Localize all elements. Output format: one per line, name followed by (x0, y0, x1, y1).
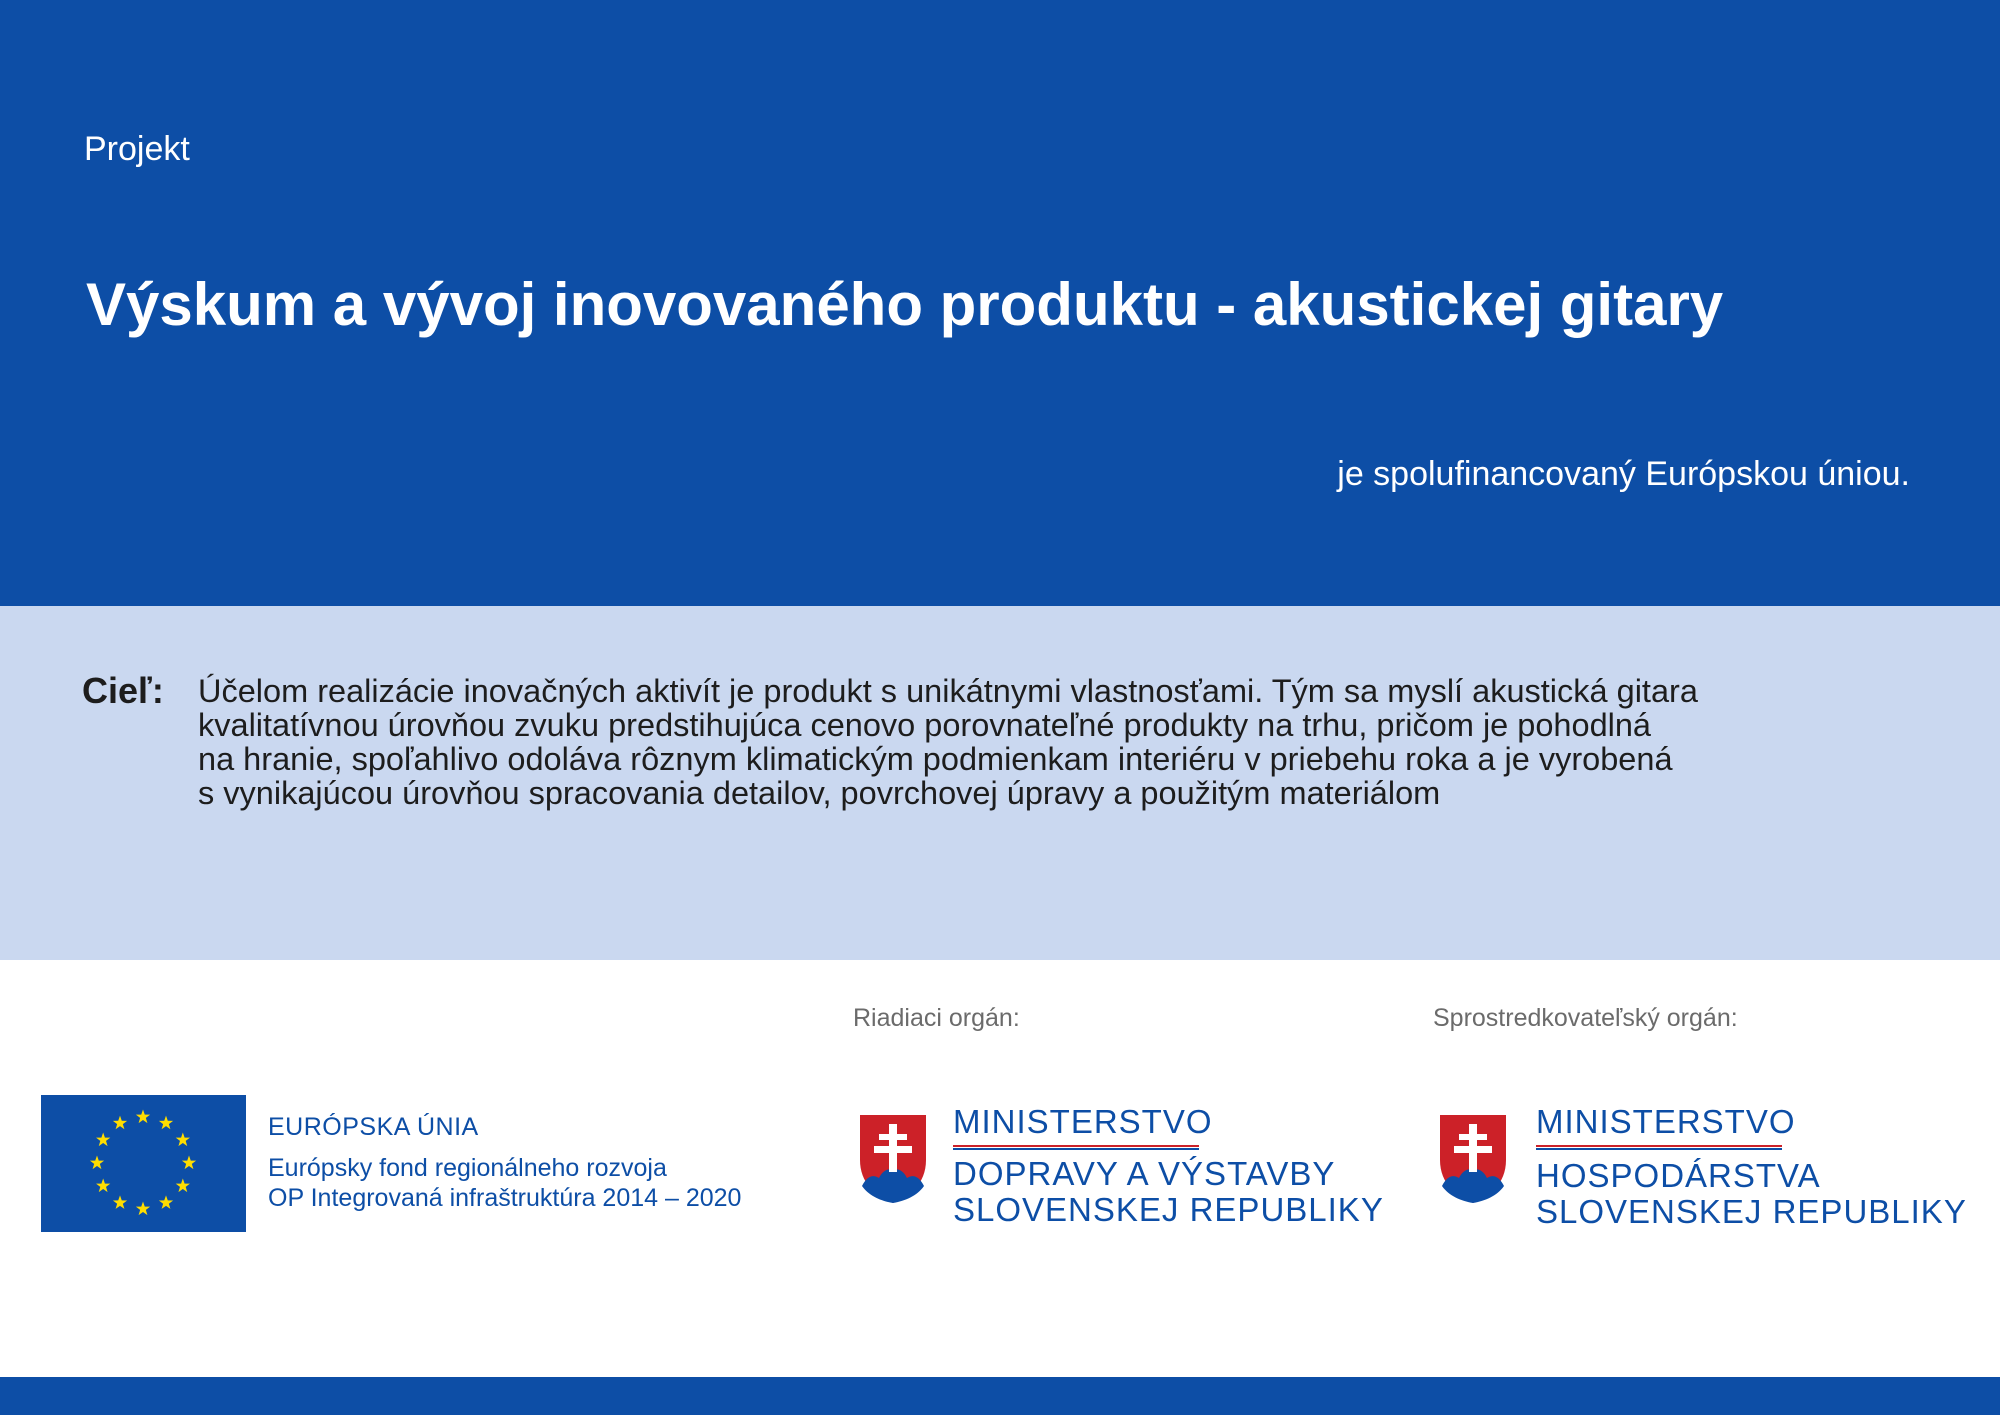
goal-line: na hranie, spoľahlivo odoláva rôznym klimatickým podmienkam interiéru v priebehu roka a je vyrobená (198, 741, 1673, 777)
ministry-name-line: HOSPODÁRSTVA (1536, 1157, 1821, 1194)
intermediate-ministry-word: MINISTERSTVO (1536, 1103, 1796, 1140)
project-label: Projekt (84, 130, 190, 168)
ministry-name-line: SLOVENSKEJ REPUBLIKY (953, 1191, 1384, 1228)
managing-ministry-word: MINISTERSTVO (953, 1103, 1213, 1140)
ministry-name-line: SLOVENSKEJ REPUBLIKY (1536, 1193, 1967, 1230)
eu-star-icon (176, 1133, 190, 1147)
goal-line: kvalitatívnou úrovňou zvuku predstihujúca cenovo porovnateľné produkty na trhu, pričom je pohodlná (198, 707, 1652, 743)
ministry-name-line: DOPRAVY A VÝSTAVBY (953, 1155, 1336, 1192)
intermediate-body-label: Sprostredkovateľský orgán: (1433, 1004, 1738, 1032)
ministry-rule (1536, 1145, 1782, 1147)
cofinanced-statement: je spolufinancovaný Európskou úniou. (1337, 455, 1910, 493)
footer-bar (0, 1377, 2000, 1415)
eu-star-icon (176, 1179, 190, 1193)
eu-star-icon (136, 1110, 150, 1124)
goal-line: s vynikajúcou úrovňou spracovania detailov, povrchovej úpravy a použitým materiálom (198, 775, 1441, 811)
ministry-rule (953, 1145, 1199, 1147)
managing-ministry-name (953, 1156, 1384, 1228)
eu-star-icon (182, 1156, 196, 1170)
slovak-coat-of-arms-icon (853, 1108, 933, 1208)
eu-flag-icon (41, 1095, 246, 1232)
eu-name: EURÓPSKA ÚNIA (268, 1113, 479, 1141)
eu-star-icon (113, 1195, 127, 1209)
project-title: Výskum a vývoj inovovaného produktu - akustickej gitary (86, 271, 1724, 338)
eu-star-icon (90, 1156, 104, 1170)
slovak-coat-of-arms-icon (1433, 1108, 1513, 1208)
eu-star-icon (96, 1179, 110, 1193)
intermediate-ministry-name (1536, 1158, 1967, 1230)
managing-authority-label: Riadiaci orgán: (853, 1004, 1020, 1032)
eu-programme-line: OP Integrovaná infraštruktúra 2014 – 2020 (268, 1184, 742, 1212)
eu-star-icon (113, 1116, 127, 1130)
goal-text (198, 674, 1918, 810)
eu-star-icon (96, 1133, 110, 1147)
eu-star-icon (159, 1195, 173, 1209)
eu-fund-line: Európsky fond regionálneho rozvoja (268, 1154, 667, 1182)
goal-line: Účelom realizácie inovačných aktivít je produkt s unikátnymi vlastnosťami. Tým sa myslí akustická gitara (198, 673, 1698, 709)
eu-star-icon (136, 1202, 150, 1216)
goal-label: Cieľ: (82, 670, 164, 711)
eu-star-icon (159, 1116, 173, 1130)
